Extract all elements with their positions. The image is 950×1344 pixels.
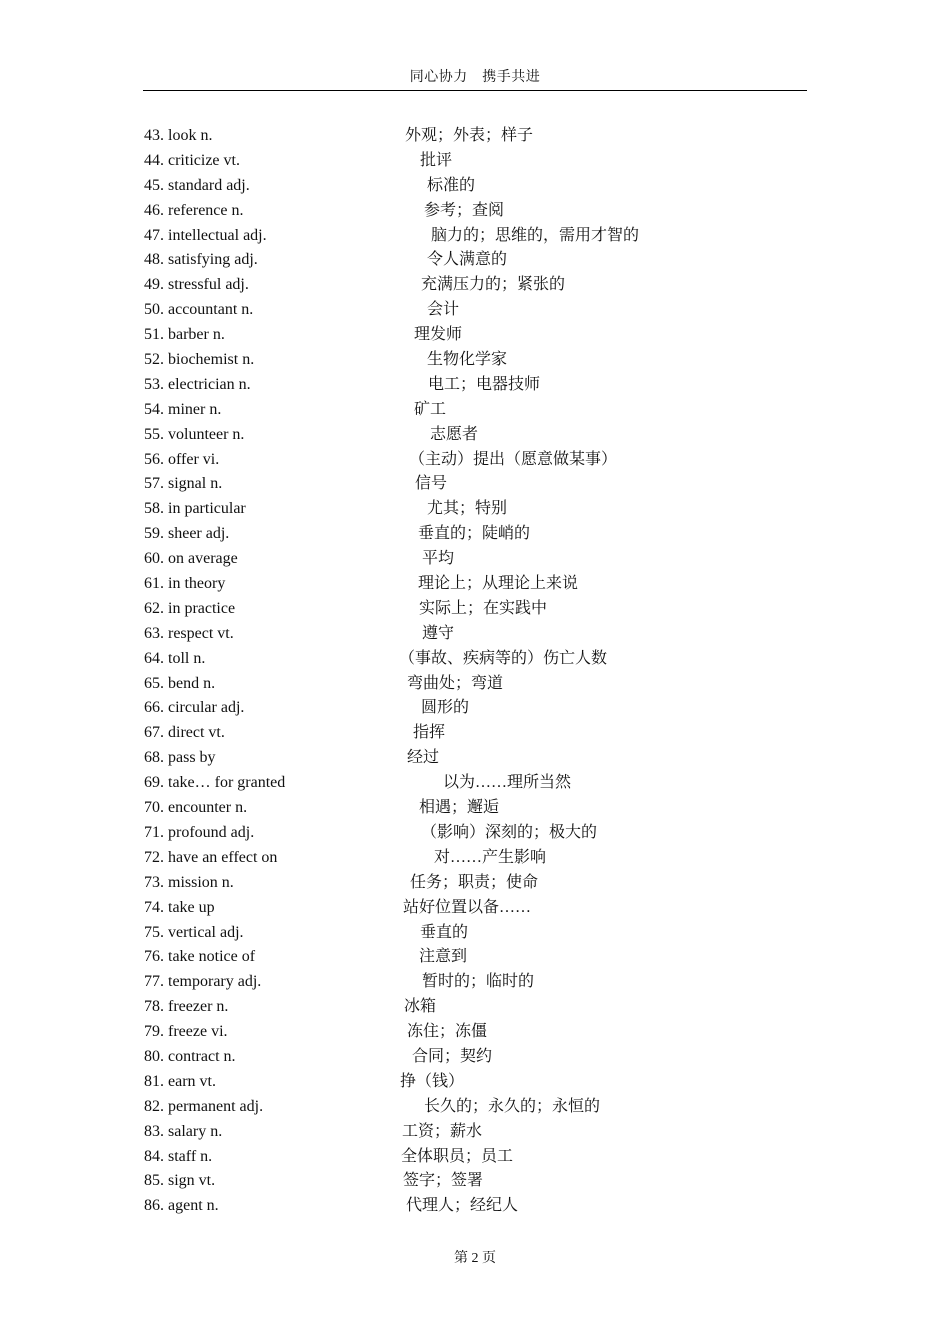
vocab-english-term: 51. barber n. <box>144 326 225 344</box>
vocab-chinese-meaning: 经过 <box>407 749 440 767</box>
vocab-english-term: 61. in theory <box>144 575 226 593</box>
vocab-english-term: 65. bend n. <box>144 674 216 692</box>
vocab-entry <box>0 498 950 523</box>
vocab-entry <box>0 648 950 673</box>
vocab-english-term: 75. vertical adj. <box>144 923 244 941</box>
vocab-chinese-meaning: 脑力的；思维的，需用才智的 <box>431 226 640 244</box>
vocab-entry <box>0 797 950 822</box>
vocab-entry <box>0 772 950 797</box>
vocab-english-term: 54. miner n. <box>144 400 222 418</box>
vocab-chinese-meaning: 圆形的 <box>421 699 470 717</box>
vocab-entry <box>0 449 950 474</box>
vocab-entry <box>0 1146 950 1171</box>
vocab-entry <box>0 971 950 996</box>
vocab-english-term: 63. respect vt. <box>144 624 234 642</box>
vocab-entry <box>0 299 950 324</box>
vocab-chinese-meaning: 令人满意的 <box>427 251 508 269</box>
vocab-entry <box>0 697 950 722</box>
vocab-chinese-meaning: 冻住；冻僵 <box>407 1023 488 1041</box>
vocab-english-term: 74. take up <box>144 898 215 916</box>
vocab-english-term: 69. take… for granted <box>144 774 286 792</box>
vocab-english-term: 79. freeze vi. <box>144 1023 228 1041</box>
vocab-entry <box>0 399 950 424</box>
vocab-entry <box>0 1071 950 1096</box>
vocab-english-term: 60. on average <box>144 550 238 568</box>
vocab-english-term: 48. satisfying adj. <box>144 251 258 269</box>
vocab-entry <box>0 424 950 449</box>
vocab-chinese-meaning: 挣（钱） <box>400 1072 465 1090</box>
vocab-chinese-meaning: 以为……理所当然 <box>443 774 572 792</box>
vocab-chinese-meaning: 外观；外表；样子 <box>405 127 534 144</box>
vocab-entry <box>0 548 950 573</box>
vocab-chinese-meaning: 尤其；特别 <box>427 500 508 518</box>
vocab-entry <box>0 722 950 747</box>
vocab-english-term: 43. look n. <box>144 127 213 144</box>
vocab-entry <box>0 822 950 847</box>
vocab-english-term: 78. freezer n. <box>144 998 229 1016</box>
vocab-chinese-meaning: 工资；薪水 <box>402 1122 483 1140</box>
vocab-english-term: 59. sheer adj. <box>144 525 230 543</box>
vocab-entry <box>0 225 950 250</box>
vocab-english-term: 57. signal n. <box>144 475 223 493</box>
vocab-chinese-meaning: 相遇；邂逅 <box>419 799 500 817</box>
vocab-entry <box>0 1121 950 1146</box>
vocab-english-term: 85. sign vt. <box>144 1172 216 1190</box>
vocab-chinese-meaning: 冰箱 <box>404 998 437 1016</box>
vocab-english-term: 46. reference n. <box>144 201 244 219</box>
vocab-chinese-meaning: 签字；签署 <box>403 1172 484 1190</box>
vocab-entry <box>0 125 950 150</box>
vocab-entry <box>0 349 950 374</box>
vocabulary-list <box>0 125 950 1220</box>
vocab-entry <box>0 573 950 598</box>
vocab-chinese-meaning: 指挥 <box>413 724 446 742</box>
vocab-english-term: 67. direct vt. <box>144 724 225 742</box>
vocab-entry <box>0 946 950 971</box>
vocab-chinese-meaning: 任务；职责；使命 <box>410 873 539 891</box>
vocab-english-term: 84. staff n. <box>144 1147 213 1165</box>
vocab-english-term: 56. offer vi. <box>144 450 220 468</box>
page-number: 第 2 页 <box>454 1251 496 1266</box>
vocab-chinese-meaning: 生物化学家 <box>427 351 508 369</box>
vocab-chinese-meaning: 批评 <box>420 151 453 169</box>
vocab-chinese-meaning: 理发师 <box>414 326 463 344</box>
vocab-english-term: 50. accountant n. <box>144 301 254 319</box>
vocab-english-term: 73. mission n. <box>144 873 234 891</box>
vocab-entry <box>0 473 950 498</box>
vocab-chinese-meaning: 参考；查阅 <box>424 201 505 219</box>
vocab-english-term: 72. have an effect on <box>144 848 278 866</box>
vocab-chinese-meaning: 站好位置以备…… <box>403 898 532 916</box>
vocab-english-term: 66. circular adj. <box>144 699 245 717</box>
vocab-entry <box>0 872 950 897</box>
vocab-entry <box>0 673 950 698</box>
vocab-entry <box>0 249 950 274</box>
vocab-entry <box>0 374 950 399</box>
vocab-entry <box>0 847 950 872</box>
vocab-english-term: 71. profound adj. <box>144 823 255 841</box>
header-title: 同心协力 携手共进 <box>409 70 541 85</box>
vocab-english-term: 68. pass by <box>144 749 216 767</box>
vocab-chinese-meaning: 会计 <box>427 301 460 319</box>
vocab-chinese-meaning: 注意到 <box>419 948 468 966</box>
vocab-entry <box>0 623 950 648</box>
vocab-entry <box>0 1046 950 1071</box>
vocab-chinese-meaning: 理论上；从理论上来说 <box>418 575 579 593</box>
vocab-english-term: 80. contract n. <box>144 1047 236 1065</box>
vocab-entry <box>0 324 950 349</box>
vocab-chinese-meaning: 信号 <box>415 475 448 493</box>
vocab-chinese-meaning: （影响）深刻的；极大的 <box>421 823 598 841</box>
vocab-english-term: 82. permanent adj. <box>144 1097 264 1115</box>
vocab-english-term: 77. temporary adj. <box>144 973 262 991</box>
vocab-entry <box>0 897 950 922</box>
vocab-english-term: 86. agent n. <box>144 1197 219 1215</box>
vocab-chinese-meaning: 电工；电器技师 <box>428 375 541 393</box>
vocab-chinese-meaning: 遵守 <box>422 624 455 642</box>
vocab-entry <box>0 922 950 947</box>
vocab-entry <box>0 996 950 1021</box>
vocab-chinese-meaning: 全体职员；员工 <box>401 1147 514 1165</box>
vocab-english-term: 76. take notice of <box>144 948 256 966</box>
vocab-english-term: 49. stressful adj. <box>144 276 249 294</box>
vocab-english-term: 83. salary n. <box>144 1122 223 1140</box>
vocab-entry <box>0 1021 950 1046</box>
vocab-entry <box>0 598 950 623</box>
vocab-english-term: 62. in practice <box>144 599 236 617</box>
vocab-english-term: 45. standard adj. <box>144 176 250 194</box>
vocab-english-term: 47. intellectual adj. <box>144 226 267 244</box>
vocab-chinese-meaning: 平均 <box>422 550 455 568</box>
header-divider <box>143 90 807 91</box>
vocab-chinese-meaning: 对……产生影响 <box>434 848 547 866</box>
vocab-english-term: 55. volunteer n. <box>144 425 245 443</box>
vocab-chinese-meaning: 充满压力的；紧张的 <box>421 276 566 294</box>
vocab-chinese-meaning: 垂直的；陡峭的 <box>418 525 531 543</box>
vocab-chinese-meaning: 代理人；经纪人 <box>406 1197 519 1215</box>
vocab-chinese-meaning: （主动）提出（愿意做某事） <box>409 450 618 468</box>
vocab-chinese-meaning: 垂直的 <box>420 923 469 941</box>
vocab-entry <box>0 150 950 175</box>
vocab-english-term: 70. encounter n. <box>144 799 248 817</box>
vocab-chinese-meaning: 合同；契约 <box>412 1047 493 1065</box>
vocab-entry <box>0 1170 950 1195</box>
vocab-entry <box>0 1195 950 1220</box>
vocab-chinese-meaning: 志愿者 <box>430 425 479 443</box>
vocab-english-term: 64. toll n. <box>144 649 206 667</box>
vocab-chinese-meaning: 暂时的；临时的 <box>422 973 535 991</box>
vocab-entry <box>0 175 950 200</box>
vocab-english-term: 52. biochemist n. <box>144 351 255 369</box>
vocab-english-term: 53. electrician n. <box>144 375 251 393</box>
vocab-chinese-meaning: 标准的 <box>427 176 476 194</box>
vocab-entry <box>0 523 950 548</box>
vocab-entry <box>0 274 950 299</box>
vocab-entry <box>0 1096 950 1121</box>
vocab-english-term: 81. earn vt. <box>144 1072 216 1090</box>
vocab-chinese-meaning: 实际上；在实践中 <box>419 599 548 617</box>
vocab-chinese-meaning: 弯曲处；弯道 <box>407 674 504 692</box>
vocab-english-term: 44. criticize vt. <box>144 151 240 169</box>
vocab-chinese-meaning: 长久的；永久的；永恒的 <box>424 1097 601 1115</box>
vocab-entry <box>0 747 950 772</box>
vocab-english-term: 58. in particular <box>144 500 246 518</box>
vocab-entry <box>0 200 950 225</box>
vocab-chinese-meaning: 矿工 <box>414 400 447 418</box>
vocab-chinese-meaning: （事故、疾病等的）伤亡人数 <box>399 649 608 667</box>
